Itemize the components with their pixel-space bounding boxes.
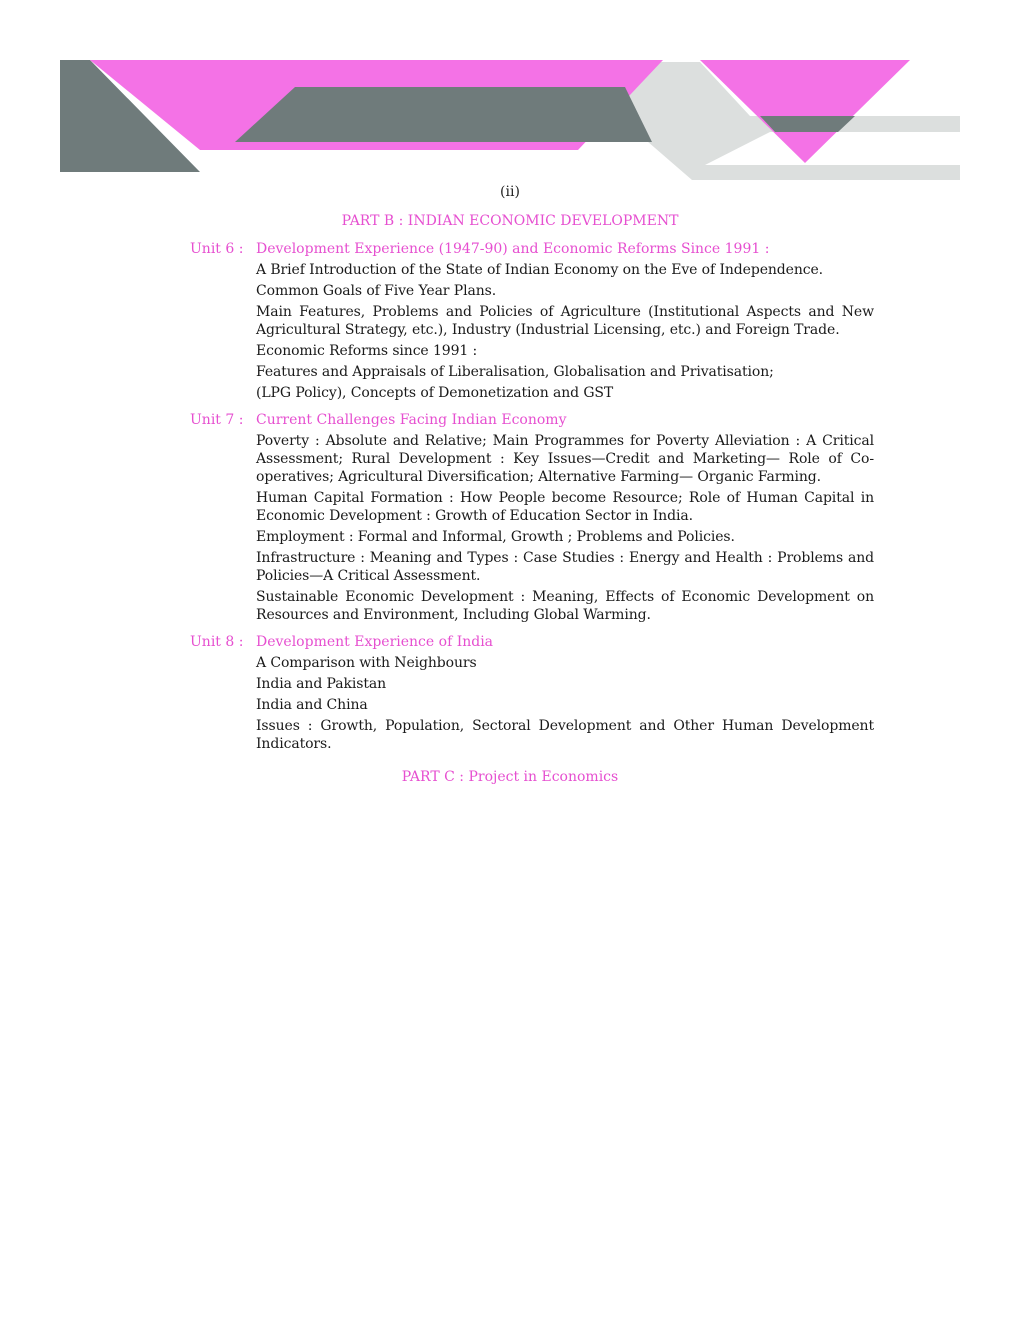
unit-label: Unit 7 : [190, 412, 244, 428]
list-item: Sustainable Economic Development : Meaning, Effects of Economic Development on Resources and Environment, Including Global Warming. [256, 589, 874, 623]
list-item: (LPG Policy), Concepts of Demonetization and GST [256, 385, 614, 401]
unit-7-header [190, 411, 874, 429]
unit-6-header [190, 240, 874, 258]
unit-label: Unit 6 : [190, 241, 244, 257]
page-number: (ii) [500, 184, 520, 200]
unit-8 [190, 633, 874, 753]
list-item: Economic Reforms since 1991 : [256, 343, 478, 359]
header-banner [0, 0, 1020, 190]
unit-title: Development Experience of India [256, 634, 494, 650]
part-c-heading: PART C : Project in Economics [401, 769, 619, 785]
unit-7 [190, 411, 874, 624]
list-item: India and China [256, 697, 368, 713]
list-item: Features and Appraisals of Liberalisation, Globalisation and Privatisation; [256, 364, 774, 380]
unit-label: Unit 8 : [190, 634, 244, 650]
list-item: India and Pakistan [256, 676, 387, 692]
list-item: Employment : Formal and Informal, Growth ; Problems and Policies. [256, 529, 735, 545]
list-item: Issues : Growth, Population, Sectoral Development and Other Human Development Indicators. [256, 718, 874, 752]
unit-8-header [190, 633, 874, 651]
list-item: A Comparison with Neighbours [256, 655, 477, 671]
list-item: Infrastructure : Meaning and Types : Case Studies : Energy and Health : Problems and Policies—A Critical Assessment. [256, 550, 874, 584]
unit-7-items [256, 432, 874, 624]
unit-6-items [256, 261, 874, 402]
list-item: A Brief Introduction of the State of Indian Economy on the Eve of Independence. [256, 262, 824, 278]
list-item: Main Features, Problems and Policies of Agriculture (Institutional Aspects and New Agricultural Strategy, etc.), Industry (Industrial Licensing, etc.) and Foreign Trade. [256, 304, 874, 338]
list-item: Common Goals of Five Year Plans. [256, 283, 497, 299]
list-item: Human Capital Formation : How People become Resource; Role of Human Capital in Economic Development : Growth of Education Sector in India. [256, 490, 874, 524]
part-b-heading: PART B : INDIAN ECONOMIC DEVELOPMENT [341, 213, 679, 229]
banner-gray-band [235, 87, 652, 142]
list-item: Poverty : Absolute and Relative; Main Programmes for Poverty Alleviation : A Critical Assessment; Rural Development : Key Issues—Credit and Marketing— Role of Co-operatives; Agricultural Diversification; Alternative Farming— Organic Farming. [256, 433, 874, 485]
unit-8-items [256, 654, 874, 753]
syllabus-content [190, 240, 874, 762]
unit-title: Development Experience (1947-90) and Economic Reforms Since 1991 : [256, 241, 770, 257]
unit-6 [190, 240, 874, 402]
unit-title: Current Challenges Facing Indian Economy [256, 412, 567, 428]
